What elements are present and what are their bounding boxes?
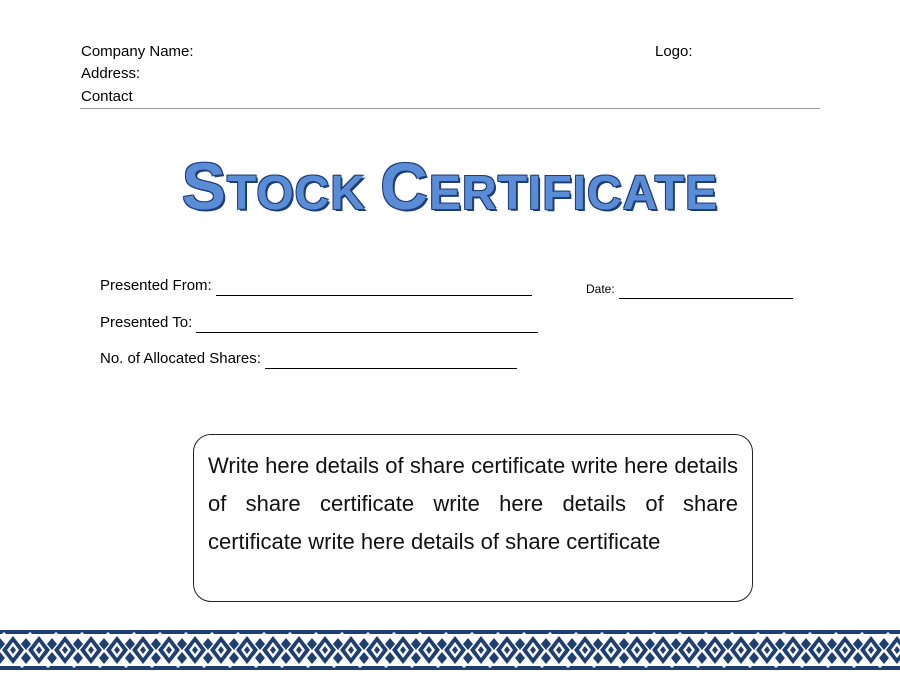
certificate-title <box>0 148 900 224</box>
title-initial-2: C <box>380 149 430 223</box>
presented-to-field <box>100 313 538 333</box>
presented-from-blank[interactable] <box>216 279 532 296</box>
date-field <box>586 279 793 299</box>
allocated-shares-label: No. of Allocated Shares: <box>100 350 261 367</box>
date-label: Date: <box>586 282 615 296</box>
presented-to-label: Presented To: <box>100 314 193 331</box>
allocated-shares-field <box>100 349 517 369</box>
contact-label: Contact <box>81 88 133 105</box>
presented-to-blank[interactable] <box>196 316 538 333</box>
logo-label: Logo: <box>655 43 693 60</box>
presented-from-field <box>100 276 532 296</box>
company-name-label: Company Name: <box>81 43 194 60</box>
border-pattern-fill <box>0 630 900 670</box>
title-word-1-rest: TOCK <box>226 167 367 220</box>
presented-from-label: Presented From: <box>100 277 212 294</box>
header-divider <box>80 108 820 109</box>
details-box: Write here details of share certificate write here details of share certificate write here details of share certificate write here details of share certificate <box>193 434 753 602</box>
date-blank[interactable] <box>619 285 793 299</box>
title-initial-1: S <box>181 149 227 223</box>
title-word-2-rest: ERTIFICATE <box>429 167 719 220</box>
decorative-border-pattern <box>0 630 900 670</box>
address-label: Address: <box>81 65 141 82</box>
allocated-shares-blank[interactable] <box>265 352 517 369</box>
